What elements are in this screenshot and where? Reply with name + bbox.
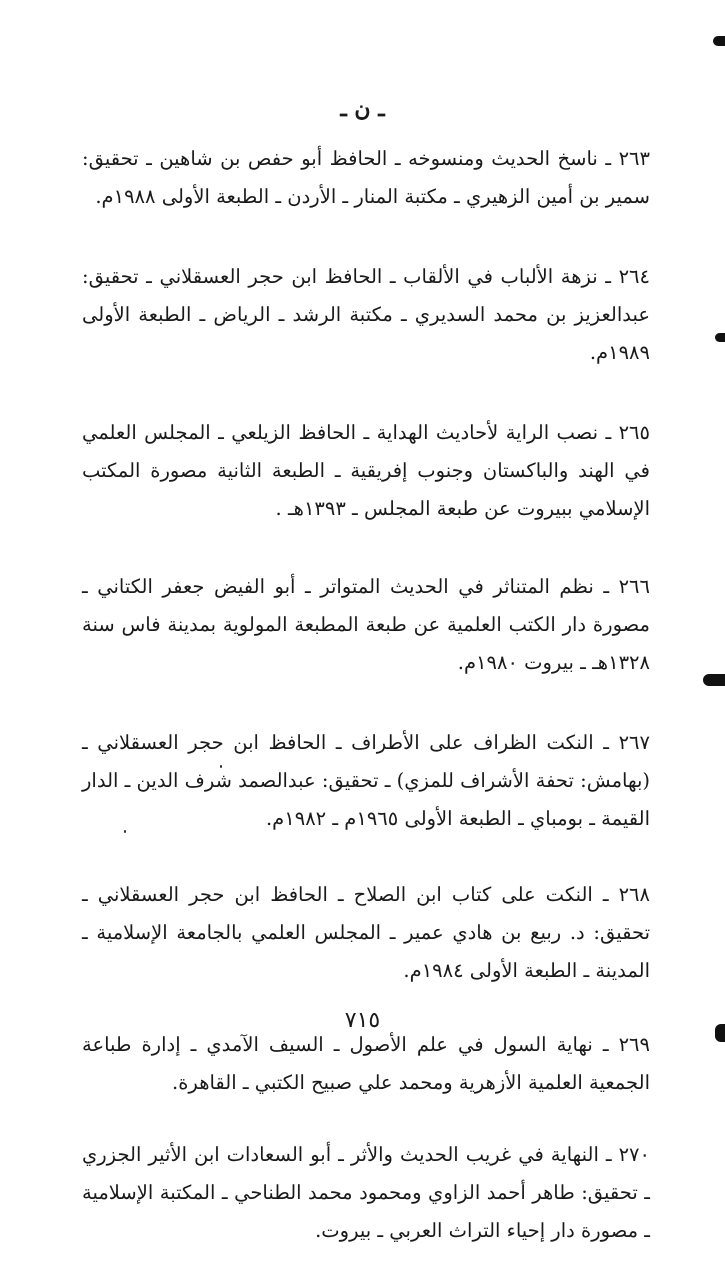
bibliography-entry-267: ٢٦٧ ـ النكت الظراف على الأطراف ـ الحافظ ابن حجر العسقلاني ـ (بهامش: تحفة الأشراف للمزي) ـ تحقيق: عبدالصمد شرف الدين ـ الدار القيمة ـ بومباي ـ الطبعة الأولى ١٩٦٥م ـ ١٩٨٢م. [82, 731, 650, 830]
bibliography-entry-263: ٢٦٣ ـ ناسخ الحديث ومنسوخه ـ الحافظ أبو حفص بن شاهين ـ تحقيق: سمير بن أمين الزهيري ـ مكتبة المنار ـ الأردن ـ الطبعة الأولى ١٩٨٨م. [82, 147, 650, 208]
page-number: ٧١٥ [344, 1008, 381, 1033]
scan-edge-mark [715, 1024, 725, 1042]
scan-edge-mark [715, 333, 725, 342]
section-letter-heading: ـ ن ـ [340, 96, 385, 122]
bibliography-list [82, 140, 650, 1286]
scan-speck [124, 830, 126, 833]
scan-speck [220, 765, 222, 768]
scan-edge-mark [713, 36, 725, 46]
bibliography-entry-266: ٢٦٦ ـ نظم المتناثر في الحديث المتواتر ـ أبو الفيض جعفر الكتاني ـ مصورة دار الكتب العلمية عن طبعة المطبعة المولوية بمدينة فاس سنة ١٣٢٨هـ ـ بيروت ١٩٨٠م. [82, 575, 650, 674]
bibliography-entry-270: ٢٧٠ ـ النهاية في غريب الحديث والأثر ـ أبو السعادات ابن الأثير الجزري ـ تحقيق: طاهر أحمد الزاوي ومحمود محمد الطناحي ـ المكتبة الإسلامية ـ مصورة دار إحياء التراث العربي ـ بيروت. [82, 1143, 650, 1242]
bibliography-entry-265: ٢٦٥ ـ نصب الراية لأحاديث الهداية ـ الحافظ الزيلعي ـ المجلس العلمي في الهند والباكستان وجنوب إفريقية ـ الطبعة الثانية مصورة المكتب الإسلامي ببيروت عن طبعة المجلس ـ ١٣٩٣هـ . [82, 421, 650, 520]
bibliography-entry-269: ٢٦٩ ـ نهاية السول في علم الأصول ـ السيف الآمدي ـ إدارة طباعة الجمعية العلمية الأزهرية ومحمد علي صبيح الكتبي ـ القاهرة. [82, 1033, 650, 1094]
bibliography-entry-268: ٢٦٨ ـ النكت على كتاب ابن الصلاح ـ الحافظ ابن حجر العسقلاني ـ تحقيق: د. ربيع بن هادي عمير ـ المجلس العلمي بالجامعة الإسلامية ـ المدينة ـ الطبعة الأولى ١٩٨٤م. [82, 883, 650, 982]
bibliography-entry-264: ٢٦٤ ـ نزهة الألباب في الألقاب ـ الحافظ ابن حجر العسقلاني ـ تحقيق: عبدالعزيز بن محمد السديري ـ مكتبة الرشد ـ الرياض ـ الطبعة الأولى ١٩٨٩م. [82, 265, 650, 364]
scan-edge-mark [703, 674, 725, 686]
